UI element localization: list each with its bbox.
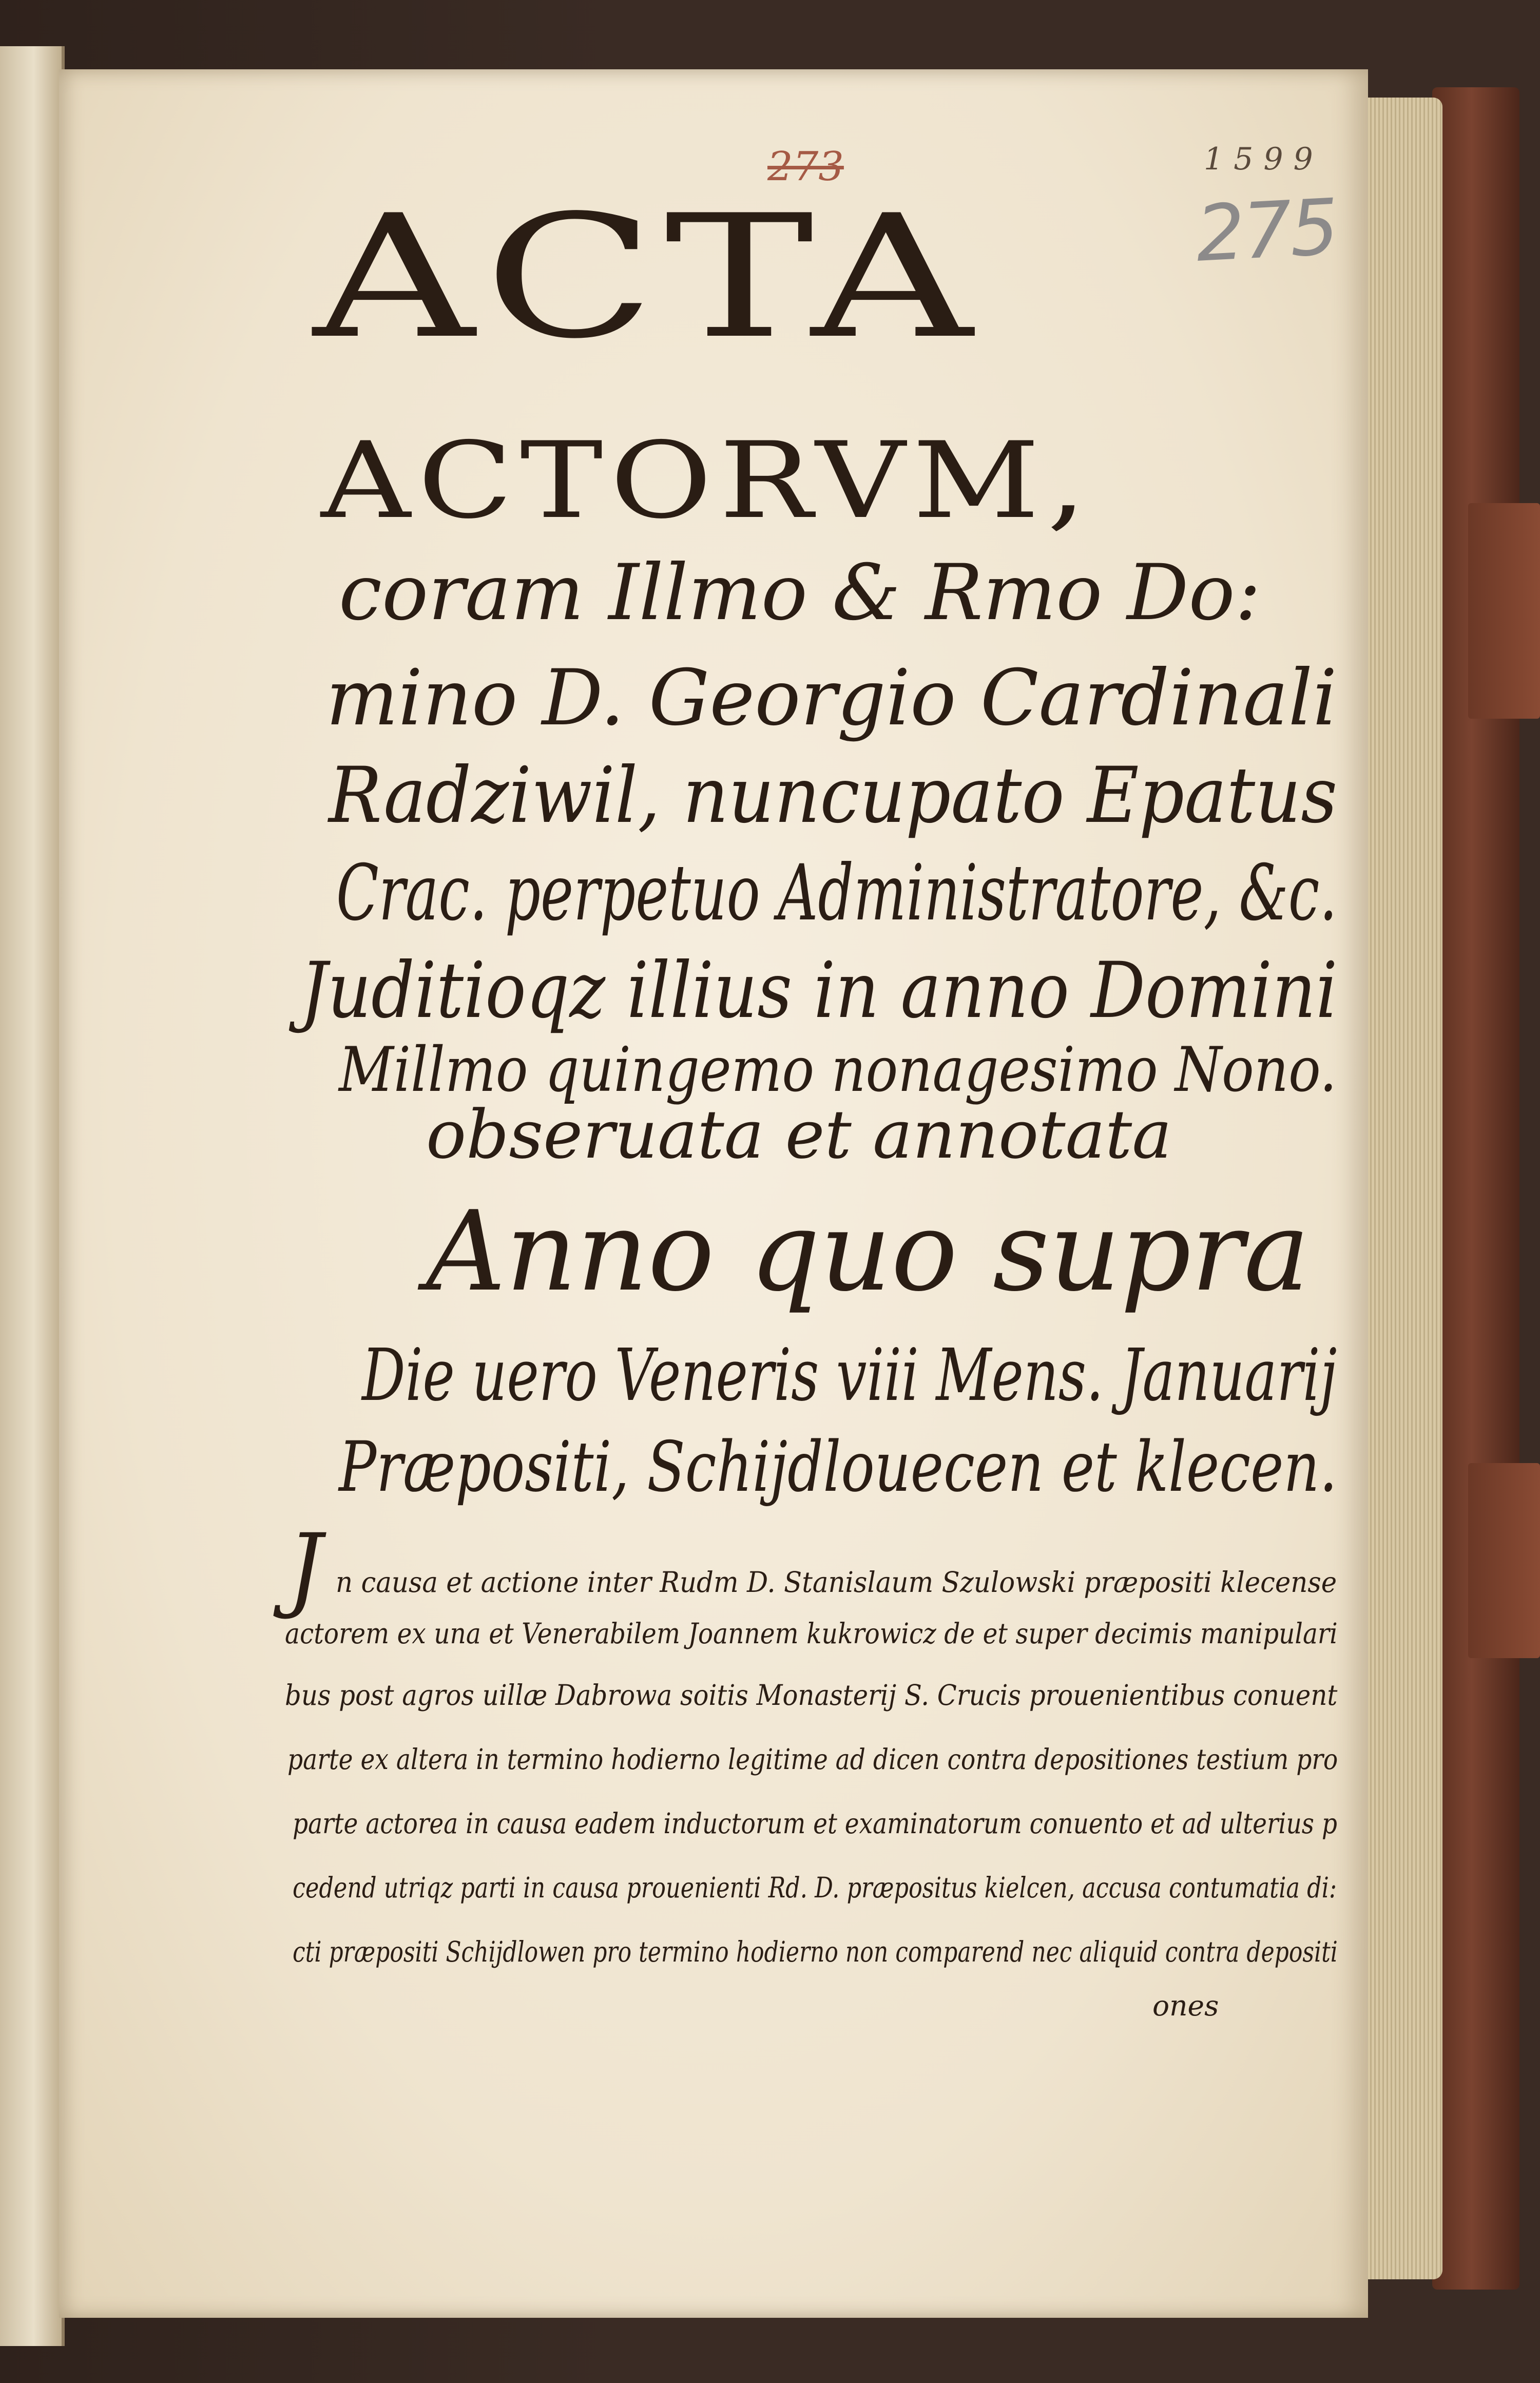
body-line: actorem ex una et Venerabilem Joannem kukrowicz de et super decimis manipulari [285,1617,1338,1650]
heading-line: Radziwil, nuncupato Epatus [329,751,1338,840]
heading-line: mino D. Georgio Cardinali [326,654,1337,743]
heading-line: Millmo quingemo nonagesimo Nono. [339,1034,1337,1106]
initial-letter: J [287,1514,323,1622]
body-line: ones [1152,1989,1219,2022]
body-line-text: n causa et actione inter Rudm D. Stanislaum Szulowski præpositi klecense [336,1566,1337,1599]
heading-line: Die uero Veneris viii Mens. Januarij [362,1334,1337,1417]
leather-binding [1432,87,1519,2290]
body-line: parte actorea in causa eadem inductorum et examinatorum conuento et ad ulterius p [293,1807,1337,1840]
body-line: cti præpositi Schijdlowen pro termino hodierno non comparend nec aliquid contra depositi [293,1935,1338,1968]
body-line: cedend utriqz parti in causa prouenienti Rd. D. præpositus kielcen, accusa contumatia di: [293,1871,1337,1904]
old-folio-number: 273 [767,144,844,190]
leather-tab [1468,503,1540,719]
heading-line: Crac. perpetuo Administratore, &c. [336,849,1337,938]
heading-line: Præpositi, Schijdlouecen et klecen. [339,1427,1337,1507]
body-line: bus post agros uillæ Dabrowa soitis Monasterij S. Crucis prouenientibus conuent [285,1679,1338,1712]
manuscript-page [59,69,1368,2318]
heading-line: coram Illmo & Rmo Do: [339,548,1261,638]
leather-tab [1468,1463,1540,1658]
title-acta: ACTA [313,179,983,376]
heading-anno: Anno quo supra [426,1187,1310,1316]
title-actorum: ACTORVM, [321,420,1094,542]
body-line: parte ex altera in termino hodierno legitime ad dicen contra depositiones testium pro [287,1743,1338,1776]
new-folio-number: 275 [1194,182,1339,279]
heading-line: obseruata et annotata [426,1096,1172,1174]
year-annotation: 1599 [1204,141,1323,177]
facing-page-edge [0,46,65,2346]
heading-line: Juditioqz illius in anno Domini [300,946,1338,1035]
